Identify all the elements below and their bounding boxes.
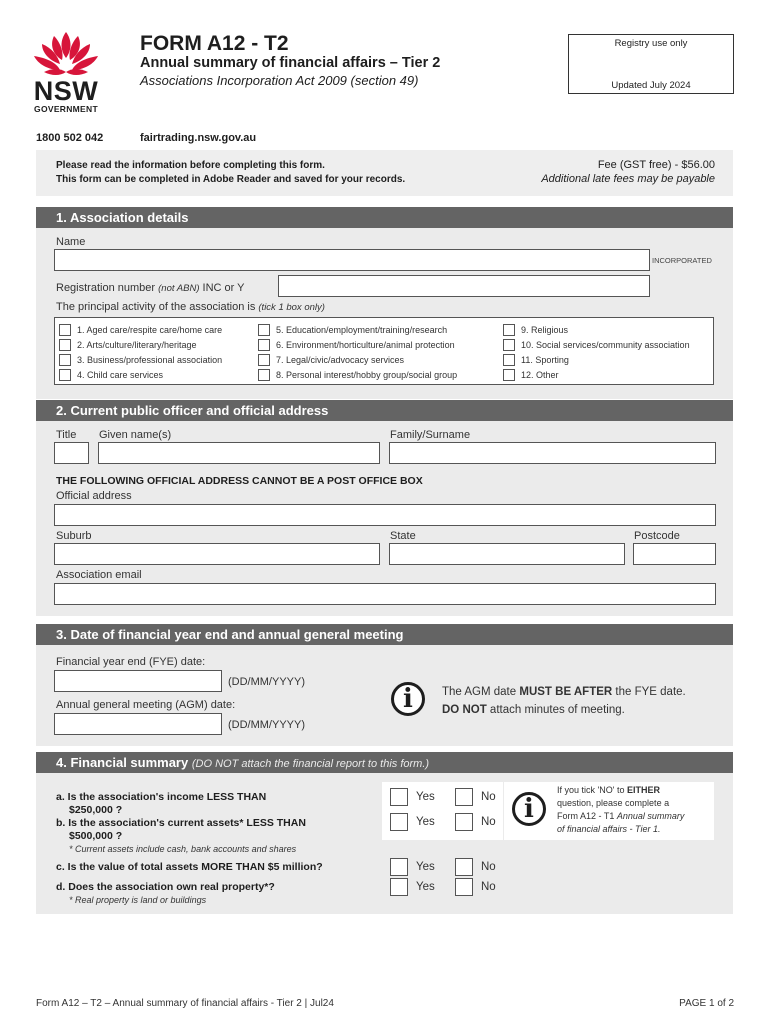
section-4-title [36, 752, 733, 773]
activity-option[interactable]: 8. Personal interest/hobby group/social group [258, 369, 457, 381]
registration-note: (not ABN) [158, 283, 200, 294]
activity-checkbox[interactable] [258, 369, 270, 381]
family-name-field[interactable] [389, 442, 716, 464]
activity-option[interactable]: 2. Arts/culture/literary/heritage [59, 339, 197, 351]
activity-option[interactable]: 12. Other [503, 369, 559, 381]
section-financial-summary [36, 752, 733, 914]
title-field[interactable] [54, 442, 89, 464]
registration-number-field[interactable] [278, 275, 650, 297]
question-d: d. Does the association own real property*? [56, 881, 275, 893]
official-address-field[interactable] [54, 504, 716, 526]
fye-format: (DD/MM/YYYY) [228, 676, 305, 688]
late-fees-text: Additional late fees may be payable [541, 173, 715, 185]
updated-date: Updated July 2024 [611, 80, 691, 91]
family-name-label: Family/Surname [390, 429, 471, 441]
question-b-no[interactable]: No [455, 813, 496, 831]
registry-use-box [568, 34, 734, 94]
section-3-title: 3. Date of financial year end and annual general meeting [36, 624, 733, 645]
checkbox[interactable] [390, 788, 408, 806]
form-act: Associations Incorporation Act 2009 (section 49) [140, 73, 419, 88]
question-c-no[interactable]: No [455, 858, 496, 876]
waratah-icon [30, 30, 102, 76]
activity-option[interactable]: 9. Religious [503, 324, 568, 336]
question-a-yes[interactable]: Yes [390, 788, 435, 806]
activity-checkbox[interactable] [258, 339, 270, 351]
question-d-note: * Real property is land or buildings [69, 895, 207, 905]
activity-checkbox[interactable] [503, 354, 515, 366]
website-link[interactable]: fairtrading.nsw.gov.au [140, 132, 257, 144]
footer-page-number: PAGE 1 of 2 [679, 998, 734, 1009]
fye-label: Financial year end (FYE) date: [56, 656, 206, 668]
activity-checkbox[interactable] [258, 324, 270, 336]
info-box [36, 150, 733, 196]
name-field[interactable] [54, 249, 650, 271]
activity-note: (tick 1 box only) [258, 302, 325, 313]
logo-subtext: GOVERNMENT [34, 104, 98, 114]
activity-option[interactable]: 5. Education/employment/training/research [258, 324, 447, 336]
question-d-yes[interactable]: Yes [390, 878, 435, 896]
tip-line-4: of financial affairs - Tier 1. [557, 824, 661, 834]
tip-line-3: Form A12 - T1 Annual summary [557, 811, 685, 821]
state-field[interactable] [389, 543, 625, 565]
section-2-title: 2. Current public officer and official address [36, 400, 733, 421]
footer-form-name: Form A12 – T2 – Annual summary of financial affairs - Tier 2 | Jul24 [36, 998, 334, 1009]
postcode-field[interactable] [633, 543, 716, 565]
activity-option[interactable]: 1. Aged care/respite care/home care [59, 324, 222, 336]
question-b-line-1: b. Is the association's current assets* LESS THAN [56, 817, 306, 829]
checkbox[interactable] [390, 813, 408, 831]
activity-checkbox[interactable] [59, 354, 71, 366]
tip-line-1: If you tick 'NO' to EITHER [557, 785, 660, 795]
activity-option[interactable]: 3. Business/professional association [59, 354, 222, 366]
name-label: Name [56, 236, 86, 248]
logo-text: NSW [33, 76, 99, 106]
activity-option[interactable]: 10. Social services/community association [503, 339, 690, 351]
title-label: Title [56, 429, 77, 441]
registration-suffix: INC or Y [202, 282, 245, 294]
section-4-title-text: 4. Financial summary [56, 755, 189, 770]
question-a-line-1: a. Is the association's income LESS THAN [56, 791, 267, 803]
question-c: c. Is the value of total assets MORE THAN $5 million? [56, 861, 323, 873]
address-label: Official address [56, 490, 132, 502]
checkbox[interactable] [455, 878, 473, 896]
section-1-title: 1. Association details [36, 207, 733, 228]
form-subtitle: Annual summary of financial affairs – Tier 2 [140, 55, 441, 71]
info-line-2: This form can be completed in Adobe Reader and saved for your records. [56, 174, 406, 185]
po-box-warning: THE FOLLOWING OFFICIAL ADDRESS CANNOT BE A POST OFFICE BOX [56, 475, 423, 487]
given-name-field[interactable] [98, 442, 380, 464]
activity-checkbox[interactable] [503, 324, 515, 336]
question-b-line-2: $500,000 ? [69, 830, 123, 842]
question-b-yes[interactable]: Yes [390, 813, 435, 831]
checkbox[interactable] [455, 788, 473, 806]
checkbox[interactable] [390, 878, 408, 896]
question-c-yes[interactable]: Yes [390, 858, 435, 876]
registration-label [56, 282, 245, 294]
given-name-label: Given name(s) [99, 429, 172, 441]
info-line-1: Please read the information before completing this form. [56, 160, 325, 171]
question-a-line-2: $250,000 ? [69, 804, 123, 816]
suburb-field[interactable] [54, 543, 380, 565]
tip-line-2: question, please complete a [557, 798, 670, 808]
fye-date-field[interactable] [54, 670, 222, 692]
info-icon: i [391, 682, 425, 716]
activity-checkbox[interactable] [503, 339, 515, 351]
fee-text: Fee (GST free) - $56.00 [597, 159, 715, 171]
activity-checkbox[interactable] [59, 369, 71, 381]
activity-option[interactable]: 4. Child care services [59, 369, 163, 381]
email-label: Association email [56, 569, 142, 581]
checkbox[interactable] [455, 813, 473, 831]
section-public-officer [36, 400, 733, 616]
suburb-label: Suburb [56, 530, 92, 542]
activity-label [56, 301, 325, 313]
section-4-title-note: (DO NOT attach the financial report to this form.) [191, 758, 430, 770]
registry-label: Registry use only [614, 38, 688, 49]
agm-date-field[interactable] [54, 713, 222, 735]
question-b-note: * Current assets include cash, bank accounts and shares [69, 844, 297, 854]
registration-label-text: Registration number [56, 282, 156, 294]
activity-option[interactable]: 11. Sporting [503, 354, 569, 366]
activity-option[interactable]: 6. Environment/horticulture/animal protection [258, 339, 455, 351]
activity-checkbox-grid [54, 317, 714, 385]
checkbox[interactable] [455, 858, 473, 876]
agm-format: (DD/MM/YYYY) [228, 719, 305, 731]
activity-checkbox[interactable] [59, 339, 71, 351]
incorporated-label: INCORPORATED [652, 256, 712, 265]
agm-label: Annual general meeting (AGM) date: [56, 699, 236, 711]
section-financial-year [36, 624, 733, 746]
nsw-government-logo [30, 30, 130, 114]
activity-label-text: The principal activity of the association is [56, 301, 256, 313]
phone-number: 1800 502 042 [36, 132, 104, 144]
activity-checkbox[interactable] [258, 354, 270, 366]
info-icon: i [512, 792, 546, 826]
question-a-no[interactable]: No [455, 788, 496, 806]
state-label: State [390, 530, 416, 542]
section-association-details [36, 207, 733, 399]
checkbox[interactable] [390, 858, 408, 876]
form-title: FORM A12 - T2 [140, 32, 289, 55]
question-d-no[interactable]: No [455, 878, 496, 896]
agm-info-line-1: The AGM date MUST BE AFTER the FYE date. [442, 686, 686, 698]
postcode-label: Postcode [634, 530, 680, 542]
association-email-field[interactable] [54, 583, 716, 605]
activity-checkbox[interactable] [59, 324, 71, 336]
activity-checkbox[interactable] [503, 369, 515, 381]
agm-info-line-2: DO NOT attach minutes of meeting. [442, 704, 625, 716]
activity-option[interactable]: 7. Legal/civic/advocacy services [258, 354, 404, 366]
